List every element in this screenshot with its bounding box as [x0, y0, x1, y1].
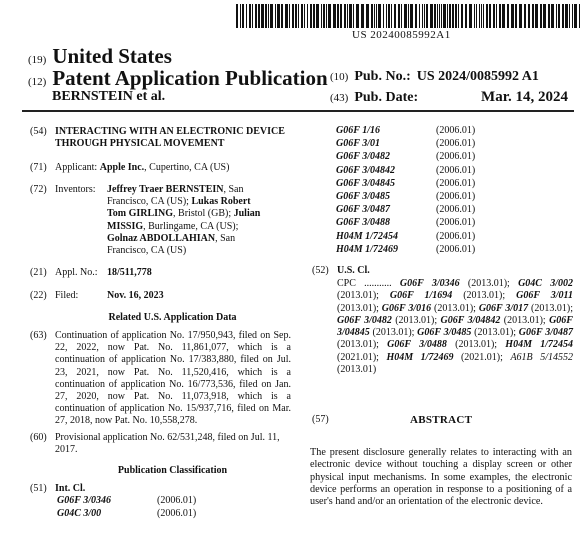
cpc-code: G06F 3/04845	[337, 314, 573, 339]
inid-60: (60)	[30, 432, 47, 443]
inid-10: (10)	[330, 71, 349, 83]
cpc-classification	[337, 278, 573, 376]
header-divider	[22, 110, 574, 112]
classification-row	[336, 124, 475, 137]
cpc-code: G06F 3/0485	[417, 327, 472, 339]
pub-date-value: Mar. 14, 2024	[481, 89, 568, 105]
inid-52: (52)	[312, 265, 329, 276]
cpc-version: (2021.01);	[337, 351, 387, 363]
inid-51: (51)	[30, 483, 47, 494]
cpc-version: (2013.01);	[452, 290, 517, 302]
publication-classification-heading: Publication Classification	[117, 465, 228, 476]
applicant	[55, 162, 305, 174]
classification-code: H04M 1/72469	[336, 243, 398, 255]
classification-row	[336, 230, 475, 243]
inventor-2-location: , Bristol (GB);	[173, 208, 234, 220]
classification-code: G06F 3/0488	[336, 217, 390, 229]
cpc-code: G06F 3/0346	[399, 278, 460, 289]
cpc-code: G06F 3/0487	[518, 327, 573, 339]
invention-title: INTERACTING WITH AN ELECTRONIC DEVICE THROUGH PHYSICAL MOVEMENT	[55, 126, 285, 150]
filed-label: Filed:	[55, 290, 79, 301]
applicant-location: , Cupertino, CA (US)	[144, 162, 230, 173]
classification-code: G06F 3/0346	[57, 495, 111, 506]
classification-code: G06F 3/0487	[336, 204, 390, 216]
related-data-heading: Related U.S. Application Data	[108, 312, 237, 323]
inid-19: (19)	[28, 54, 47, 66]
classification-version: (2006.01)	[436, 125, 476, 136]
classification-row	[336, 243, 475, 256]
classification-code: G06F 3/01	[336, 138, 380, 150]
provisional-data: Provisional application No. 62/531,248, filed on Jul. 11, 2017.	[55, 432, 280, 456]
cpc-version: (2013.01);	[446, 339, 506, 351]
barcode-number: US 20240085992A1	[352, 29, 451, 41]
pub-date-label: Pub. Date:	[354, 90, 419, 105]
cpc-code: H04M 1/72469	[386, 351, 454, 363]
classification-version: (2006.01)	[436, 177, 476, 189]
cpc-code: G04C 3/002	[518, 278, 573, 289]
inid-57: (57)	[312, 414, 329, 425]
classification-code: H04M 1/72454	[336, 230, 398, 242]
us-cl-label: U.S. Cl.	[337, 265, 370, 276]
classification-code: G06F 1/16	[336, 125, 380, 136]
inid-43: (43)	[330, 92, 349, 104]
inventor-3-location: , Burlingame, CA (US);	[143, 220, 239, 232]
cpc-version: (2013.01);	[337, 339, 388, 351]
classification-version: (2006.01)	[436, 204, 476, 216]
classification-row	[336, 190, 475, 203]
country-name: United States	[52, 44, 172, 68]
publication-type-heading	[28, 66, 328, 91]
inid-12: (12)	[28, 76, 47, 88]
classification-code: G06F 3/0485	[336, 191, 390, 203]
classification-code: G06F 3/04842	[336, 164, 395, 176]
cpc-code: G06F 3/011	[516, 290, 573, 302]
barcode	[236, 4, 582, 28]
classification-version: (2006.01)	[157, 495, 197, 506]
cpc-code: G06F 3/0482	[337, 314, 392, 326]
cpc-code: H04M 1/72454	[505, 339, 573, 351]
classification-version: (2006.01)	[436, 217, 476, 229]
inventor-3: Julian MISSIG	[107, 208, 261, 232]
pub-no-label: Pub. No.:	[354, 69, 411, 84]
cpc-version: (2013.01);	[337, 290, 390, 302]
inid-21: (21)	[30, 267, 47, 278]
classification-row	[336, 164, 475, 177]
inid-72: (72)	[30, 184, 47, 195]
cpc-code: G06F 1/1694	[389, 290, 453, 302]
abstract-heading: ABSTRACT	[410, 414, 473, 426]
classification-row	[336, 216, 475, 229]
cpc-version: (2013.01);	[431, 302, 479, 314]
publication-type: Patent Application Publication	[52, 66, 328, 90]
classification-row	[336, 150, 475, 163]
inid-22: (22)	[30, 290, 47, 301]
cpc-version: (2013.01);	[500, 314, 550, 326]
classification-version: (2006.01)	[436, 164, 476, 176]
cpc-label: CPC	[337, 278, 356, 289]
inid-71: (71)	[30, 162, 47, 173]
cpc-code: A61B 5/14552	[510, 351, 573, 363]
abstract-text: The present disclosure generally relates to interacting with an electronic device without touching a display screen or other physical input mechanisms. In some examples, the electronic device performs an operation in response to a positioning of a user's hand and/or an orientation of the electronic device.	[310, 447, 572, 508]
cpc-code: G06F 3/04842	[440, 314, 501, 326]
classification-version: (2006.01)	[436, 191, 476, 203]
appl-no-value: 18/511,778	[107, 267, 152, 278]
applicant-name: Apple Inc.	[99, 162, 145, 173]
classification-row	[57, 507, 196, 520]
classification-code: G06F 3/0482	[336, 151, 390, 163]
inid-63: (63)	[30, 330, 47, 341]
filed-date: Nov. 16, 2023	[107, 290, 164, 301]
classification-code: G04C 3/00	[57, 508, 102, 520]
classification-version: (2006.01)	[436, 243, 476, 255]
classification-row	[336, 177, 475, 190]
cpc-version: (2013.01);	[471, 327, 519, 339]
cpc-code: G06F 3/016	[381, 302, 432, 314]
applicant-label: Applicant:	[55, 162, 98, 173]
cpc-dots: ...........	[364, 278, 392, 289]
inventor-1: Jeffrey Traer BERNSTEIN	[107, 184, 224, 195]
first-inventor-heading: BERNSTEIN et al.	[52, 89, 166, 104]
pub-no-value: US 2024/0085992 A1	[416, 69, 539, 84]
classification-version: (2006.01)	[436, 230, 476, 242]
inventors-label: Inventors:	[55, 184, 96, 195]
classification-version: (2006.01)	[436, 138, 476, 150]
inventor-1-location: , San Francisco, CA (US);	[107, 184, 244, 208]
classification-version: (2006.01)	[436, 151, 476, 163]
inid-54: (54)	[30, 126, 47, 137]
cpc-code: G06F 3/017	[478, 302, 529, 314]
inventor-4-location: , San Francisco, CA (US)	[107, 232, 236, 257]
cpc-version: (2021.01);	[453, 351, 511, 363]
classification-row	[336, 137, 475, 150]
inventor-2: Lukas Robert Tom GIRLING	[107, 196, 251, 220]
inventors-list	[107, 184, 265, 257]
cpc-version: (2013.01);	[459, 278, 519, 289]
inventor-4: Golnaz ABDOLLAHIAN	[107, 232, 216, 244]
classification-row	[336, 203, 475, 216]
classification-version: (2006.01)	[157, 508, 197, 520]
continuation-data: Continuation of application No. 17/950,943, filed on Sep. 22, 2022, now Pat. No. 11,861,077, which is a continuation of application No. 17/383,880, filed on Jul. 23, 2021, now Pat. No. 11,520,416, which is a continuation of application No. 16/773,536, filed on Jan. 27, 2020, now Pat. No. 11,073,918, which is a continuation of application No. 15/937,716, filed on Mar. 27, 2018, now Pat. No. 10,558,278.	[55, 330, 291, 427]
publication-number	[330, 69, 539, 85]
int-cl-list-left	[57, 494, 196, 520]
cpc-version: (2013.01)	[337, 364, 377, 376]
classification-code: G06F 3/04845	[336, 177, 395, 189]
cpc-version: (2013.01);	[369, 327, 418, 339]
int-cl-label: Int. Cl.	[55, 483, 86, 494]
publication-date	[330, 89, 568, 106]
cpc-code: G06F 3/0488	[387, 339, 447, 351]
classification-row	[57, 494, 196, 507]
cpc-version: (2013.01);	[391, 314, 441, 326]
cpc-version: (2013.01);	[337, 302, 382, 314]
appl-no-label: Appl. No.:	[55, 267, 98, 278]
cpc-version: (2013.01);	[528, 302, 573, 314]
int-cl-list-right	[336, 124, 475, 256]
